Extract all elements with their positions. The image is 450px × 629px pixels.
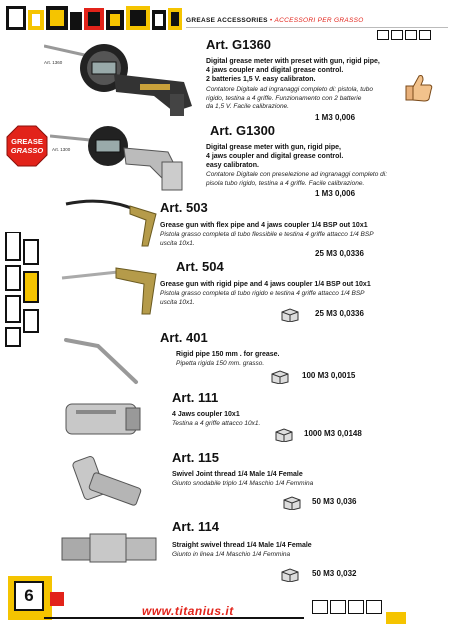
website-link[interactable]: www.titanius.it (142, 604, 234, 618)
desc-en-line: Digital grease meter with preset with gun, rigid pipe, (206, 58, 380, 65)
product-qty: 25 M3 0,0336 (315, 309, 364, 318)
product-art-number: Art. G1300 (210, 123, 276, 138)
desc-en-line: Grease gun with rigid pipe and 4 jaws coupler 1/4 BSP out 10x1 (160, 281, 371, 288)
product-art-number: Art. 114 (172, 519, 219, 534)
desc-it-line: uscita 10x1. (160, 298, 195, 306)
section-title-it: ACCESSORI PER GRASSO (274, 17, 364, 24)
product-image-115 (58, 456, 158, 516)
desc-en-line: easy calibraton. (206, 162, 259, 169)
product-desc-en (160, 280, 440, 289)
header-separator: • (269, 17, 273, 24)
product-desc-it (172, 551, 432, 560)
section-header (186, 17, 364, 24)
product-image-504 (60, 258, 170, 318)
product-desc-en (160, 221, 435, 230)
product-art-number: Art. 401 (160, 330, 208, 345)
desc-it-line: Contatore Digitale con preselezione ad ingranaggi completo di: (206, 171, 388, 178)
desc-it-line: uscita 10x1. (160, 239, 195, 247)
desc-it-line: Pistola grasso completa di tubo flessibile e testina 4 griffe attacco 1/4 BSP (160, 231, 374, 238)
thumbs-up-icon (404, 72, 434, 104)
product-desc-it (172, 480, 432, 489)
product-qty: 50 M3 0,036 (312, 497, 357, 506)
desc-it-line: Pistola grasso completa di tubo rigido e testina 4 griffe attacco 1/4 BSP (160, 290, 365, 297)
footer-red-block (50, 592, 64, 606)
box-icon (274, 428, 294, 442)
desc-it-line: Giunto snodabile triplo 1/4 Maschio 1/4 Femmina (172, 480, 314, 487)
product-desc-it (206, 171, 426, 188)
product-desc-en (176, 350, 436, 359)
desc-en-line: Straight swivel thread 1/4 Male 1/4 Female (172, 542, 312, 549)
box-icon (280, 308, 300, 322)
desc-en-line: 2 batteries 1,5 V. easy calibraton. (206, 76, 316, 83)
desc-it-line: Contatore Digitale ad ingranaggi completo di: pistola, tubo (206, 86, 373, 93)
box-icon (280, 568, 300, 582)
product-small-label: Art. 1360 (44, 60, 63, 65)
box-icon (282, 496, 302, 510)
desc-it-line: Testina a 4 griffe attacco 10x1. (172, 420, 261, 427)
product-desc-en (172, 541, 432, 550)
product-image-111 (64, 396, 144, 442)
product-qty: 50 M3 0,032 (312, 569, 357, 578)
product-desc-en (206, 57, 421, 84)
product-art-number: Art. 111 (172, 390, 219, 405)
product-art-number: Art. 504 (176, 259, 224, 274)
product-small-label: Art. 1300 (52, 147, 71, 152)
footer-box-ornament (312, 600, 382, 614)
product-image-503 (64, 196, 164, 252)
desc-en-line: Grease gun with flex pipe and 4 jaws coupler 1/4 BSP out 10x1 (160, 222, 368, 229)
product-desc-it (160, 290, 435, 307)
side-ornament (4, 232, 44, 347)
desc-it-line: pisola tubo rigido, testina a 4 griffe. Facile calibrazione. (206, 179, 365, 187)
product-desc-it (172, 420, 432, 429)
section-title: GREASE ACCESSORIES (186, 17, 268, 24)
page-number: 6 (14, 581, 44, 611)
product-art-number: Art. G1360 (206, 37, 272, 52)
desc-en-line: 4 Jaws coupler 10x1 (172, 411, 240, 418)
desc-en-line: Digital grease meter with gun, rigid pipe, (206, 144, 341, 151)
product-art-number: Art. 503 (160, 200, 208, 215)
desc-it-line: rigido, testina a 4 griffe. Funzionamento con 2 batterie (206, 94, 362, 102)
desc-en-line: Rigid pipe 150 mm . for grease. (176, 351, 280, 358)
product-desc-en (206, 143, 421, 170)
product-image-114 (60, 530, 160, 566)
badge-line1: GREASE (11, 137, 43, 146)
brand-logo (6, 6, 184, 36)
product-qty: 1000 M3 0,0148 (304, 429, 362, 438)
product-desc-it (206, 86, 411, 112)
desc-it-line: Pipetta rigida 150 mm. grasso. (176, 360, 265, 367)
product-desc-it (176, 360, 436, 369)
footer-yellow-accent (386, 612, 406, 624)
product-qty: 1 M3 0,006 (315, 113, 356, 122)
desc-it-line: Giunto in linea 1/4 Maschio 1/4 Femmina (172, 551, 291, 558)
badge-line2: GRASSO (10, 146, 44, 155)
desc-it-line: da 1,5 V. Facile calibrazione. (206, 103, 289, 110)
product-qty: 1 M3 0,006 (315, 189, 356, 198)
product-qty: 25 M3 0,0336 (315, 249, 364, 258)
product-qty: 100 M3 0,0015 (302, 371, 356, 380)
desc-en-line: Swivel Joint thread 1/4 Male 1/4 Female (172, 471, 303, 478)
desc-en-line: 4 jaws coupler and digital grease control. (206, 67, 344, 74)
product-image-g1300 (50, 122, 198, 192)
product-desc-en (172, 470, 432, 479)
header-divider (186, 27, 448, 28)
product-image-401 (64, 332, 140, 386)
grease-badge (6, 125, 48, 167)
product-desc-en (172, 410, 432, 419)
product-desc-it (160, 231, 435, 248)
desc-en-line: 4 jaws coupler and digital grease control. (206, 153, 344, 160)
product-art-number: Art. 115 (172, 450, 219, 465)
box-icon (270, 370, 290, 384)
product-image-g1360 (44, 34, 194, 126)
header-box-ornament (377, 30, 431, 40)
